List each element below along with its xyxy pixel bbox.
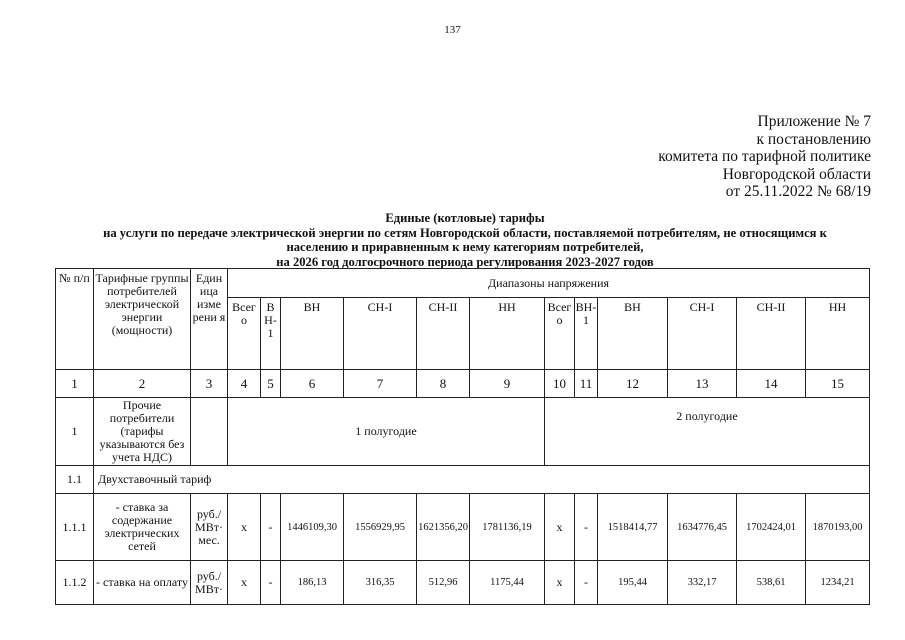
column-index: 11 — [575, 370, 598, 398]
subheader-nn-1: НН — [470, 298, 545, 370]
tariff-table — [55, 268, 870, 605]
value-cell: - — [261, 561, 281, 605]
appendix-line-4: Новгородской области — [722, 165, 871, 183]
value-cell: 1781136,19 — [470, 494, 545, 561]
first-half-year: 1 полугодие — [228, 398, 545, 466]
value-cell: x — [545, 561, 575, 605]
title-line-1: Единые (котловые) тарифы — [385, 211, 545, 225]
value-cell: 1518414,77 — [598, 494, 668, 561]
column-index: 5 — [261, 370, 281, 398]
value-cell: - — [575, 494, 598, 561]
column-index: 13 — [668, 370, 737, 398]
value-cell: 1556929,95 — [344, 494, 417, 561]
column-index: 12 — [598, 370, 668, 398]
row-1-1-1-num: 1.1.1 — [56, 494, 94, 561]
header-num: № п/п — [56, 269, 94, 370]
title-line-4: на 2026 год долгосрочного периода регулирования 2023-2027 годов — [276, 254, 654, 269]
column-index: 14 — [737, 370, 806, 398]
table-row-1-1 — [56, 466, 870, 494]
row-1-1-1-name: - ставка за содержание электрических сетей — [94, 494, 191, 561]
column-index-row — [56, 370, 870, 398]
appendix-line-2: к постановлению — [756, 130, 871, 148]
row-1-name: Прочие потребители (тарифы указываются без учета НДС) — [94, 398, 191, 466]
subheader-sn2-2: СН-II — [737, 298, 806, 370]
column-index: 15 — [806, 370, 870, 398]
document-title — [60, 211, 870, 269]
value-cell: 1446109,30 — [281, 494, 344, 561]
row-1-1-2-num: 1.1.2 — [56, 561, 94, 605]
appendix-header — [551, 113, 871, 201]
column-index: 10 — [545, 370, 575, 398]
appendix-line-5: от 25.11.2022 № 68/19 — [725, 183, 871, 200]
second-half-year: 2 полугодие — [545, 398, 870, 466]
column-index: 3 — [191, 370, 228, 398]
subheader-vn1-2: ВН- 1 — [575, 298, 598, 370]
header-groups: Тарифные группы потребителей электрической энергии (мощности) — [94, 269, 191, 370]
table-header-row — [56, 269, 870, 298]
title-line-3: населению и приравненным к нему категориям потребителей, — [286, 240, 644, 254]
column-index: 1 — [56, 370, 94, 398]
column-index: 2 — [94, 370, 191, 398]
value-cell: 186,13 — [281, 561, 344, 605]
page-number: 137 — [444, 24, 461, 36]
column-index: 9 — [470, 370, 545, 398]
value-cell: 538,61 — [737, 561, 806, 605]
subheader-sn1-2: СН-I — [668, 298, 737, 370]
value-cell: x — [545, 494, 575, 561]
value-cell: 1634776,45 — [668, 494, 737, 561]
header-unit: Един ица изме рени я — [191, 269, 228, 370]
value-cell: 1702424,01 — [737, 494, 806, 561]
value-cell: 316,35 — [344, 561, 417, 605]
column-index: 7 — [344, 370, 417, 398]
row-1-1-name: Двухставочный тариф — [94, 466, 870, 494]
value-cell: 1175,44 — [470, 561, 545, 605]
value-cell: 332,17 — [668, 561, 737, 605]
row-1-1-1-unit: руб./ МВт· мес. — [191, 494, 228, 561]
row-1-1-2-name: - ставка на оплату — [94, 561, 191, 605]
row-1-unit — [191, 398, 228, 466]
value-cell: x — [228, 494, 261, 561]
value-cell: 512,96 — [417, 561, 470, 605]
table-row-1-1-1 — [56, 494, 870, 561]
subheader-sn1-1: СН-I — [344, 298, 417, 370]
subheader-total-1: Всег о — [228, 298, 261, 370]
subheader-vn1-1: В Н- 1 — [261, 298, 281, 370]
column-index: 4 — [228, 370, 261, 398]
subheader-sn2-1: СН-II — [417, 298, 470, 370]
row-1-num: 1 — [56, 398, 94, 466]
value-cell: - — [261, 494, 281, 561]
value-cell: 195,44 — [598, 561, 668, 605]
title-line-2: на услуги по передаче электрической энергии по сетям Новгородской области, поставляемой потребителям, не относящимся к — [103, 225, 827, 240]
subheader-total-2: Всег о — [545, 298, 575, 370]
subheader-vn-1: ВН — [281, 298, 344, 370]
column-index: 6 — [281, 370, 344, 398]
value-cell: - — [575, 561, 598, 605]
appendix-line-1: Приложение № 7 — [757, 113, 871, 130]
row-1-1-2-unit: руб./ МВт· — [191, 561, 228, 605]
row-1-1-num: 1.1 — [56, 466, 94, 494]
table-row-1-1-2 — [56, 561, 870, 605]
value-cell: 1621356,20 — [417, 494, 470, 561]
header-voltage-ranges: Диапазоны напряжения — [228, 269, 870, 298]
column-index: 8 — [417, 370, 470, 398]
value-cell: 1870193,00 — [806, 494, 870, 561]
subheader-nn-2: НН — [806, 298, 870, 370]
appendix-line-3: комитета по тарифной политике — [658, 148, 871, 165]
subheader-vn-2: ВН — [598, 298, 668, 370]
value-cell: x — [228, 561, 261, 605]
table-row-1 — [56, 398, 870, 466]
value-cell: 1234,21 — [806, 561, 870, 605]
